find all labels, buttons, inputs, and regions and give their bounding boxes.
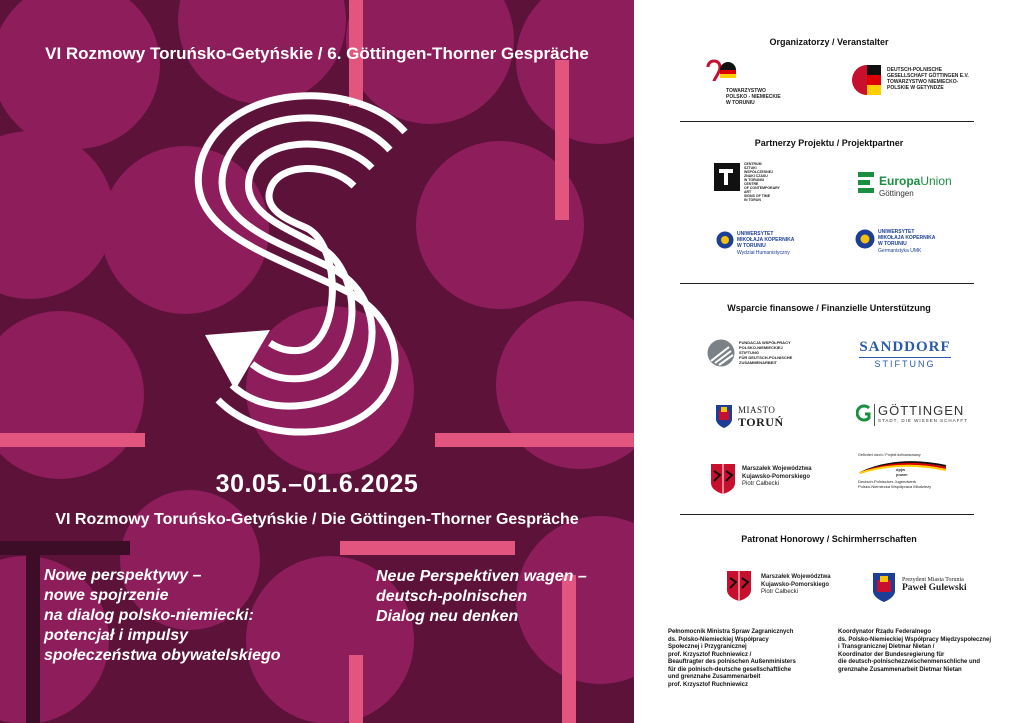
fwpn-logo-icon [707, 339, 735, 367]
europa-union-logo-text: EuropaUnion Göttingen [879, 174, 952, 198]
claim-polish-line: Nowe perspektywy – [44, 567, 202, 584]
europa-union-logo-icon [858, 172, 878, 196]
tpn-logo-icon [704, 57, 738, 87]
fwpn-logo-text: FUNDACJA WSPÓŁPRACY POLSKO-NIEMIECKIEJ STIFTUNG FÜR DEUTSCH-POLNISCHE ZUSAMMENARBEIT [739, 340, 793, 365]
event-title-bottom: VI Rozmowy Toruńsko-Getyńskie / Die Göttingen-Thorner Gespräche [55, 511, 579, 528]
sponsors-panel [634, 0, 1024, 723]
torun-coat-of-arms-icon [871, 571, 897, 603]
patronage-heading: Patronat Honorowy / Schirmherrschaften [741, 534, 917, 544]
divider [680, 121, 974, 122]
president-patron-logo-text: Prezydent Miasta Torunia Paweł Gulewski [902, 577, 967, 593]
cswsk-logo-icon [714, 163, 740, 191]
claim-german-line: deutsch-polnischen [376, 588, 528, 605]
torun-coat-of-arms-icon [714, 403, 734, 429]
kujawsko-pomorskie-coat-of-arms-icon [726, 570, 752, 602]
dpjw-logo-text: Deutsch-Polnisches Jugendwerk Polsko-Niemiecka Współpraca Młodzieży [858, 479, 932, 489]
umk-logo-icon [855, 229, 875, 249]
torun-logo-text: MIASTO TORUŃ [738, 405, 784, 429]
claim-polish [44, 566, 334, 666]
sanddorf-logo: SANDDORF STIFTUNG [859, 339, 951, 369]
partners-heading: Partnerzy Projektu / Projektpartner [754, 138, 904, 148]
claim-polish-line: potencjał i impulsy [44, 627, 189, 644]
event-dates: 30.05.–01.6.2025 [215, 470, 419, 498]
claim-german-line: Neue Perspektiven wagen – [376, 568, 587, 585]
funding-heading: Wsparcie finansowe / Finanzielle Unterstützung [727, 303, 931, 313]
footer-german-coordinator: Koordynator Rządu Federalnego ds. Polsko-Niemieckiej Współpracy Międzyspołecznej i Transgranicznej Dietmar Nietan / Koordinator der Bundesregierung für die deutsch-polnischezzwischenmenschliche und grenznahe Zusammenarbeit Dietmar Nietan [838, 629, 992, 673]
divider [680, 514, 974, 515]
umk-logo-icon [716, 231, 734, 249]
marshal-patron-logo-text: Marszałek Województwa Kujawsko-Pomorskiego Piotr Całbecki [761, 574, 831, 595]
umk-humanities-logo-text: UNIWERSYTET MIKOŁAJA KOPERNIKA W TORUNIU Wydział Humanistyczny [737, 231, 795, 256]
umk-german-logo-text: UNIWERSYTET MIKOŁAJA KOPERNIKA W TORUNIU Germanistyka UMK [878, 229, 936, 254]
event-title-top: VI Rozmowy Toruńsko-Getyńskie / 6. Göttingen-Thorner Gespräche [45, 44, 589, 63]
cswsk-logo-text: CENTRUM SZTUKI WSPÓŁCZESNEJ ZNAKI CZASU W TORUNIU CENTRE OF CONTEMPORARY ART SIGNS OF TIME IN TORUN [744, 162, 780, 202]
claim-polish-line: społeczeństwa obywatelskiego [44, 647, 281, 664]
marshal-funding-logo-text: Marszałek Województwa Kujawsko-Pomorskiego Piotr Całbecki [742, 466, 812, 487]
divider [680, 283, 974, 284]
claim-polish-line: nowe spojrzenie [44, 587, 169, 604]
claim-polish-line: na dialog polsko-niemiecki: [44, 607, 254, 624]
footer-polish-plenipotentiary: Pełnomocnik Ministra Spraw Zagranicznych ds. Polsko-Niemieckiej Współpracy Społecznej i Przygranicznej prof. Krzysztof Ruchniewicz / Beauftragter des polnischen Außenministers für die polnisch-deutsche gesellschaftliche und grenznahe Zusammenarbeit prof. Krzysztof Ruchniewicz [668, 629, 796, 688]
goettingen-logo-icon [856, 404, 872, 422]
dpjw-logo-top: Gefördert durch / Projekt dofinansowany [858, 453, 921, 457]
organizers-heading: Organizatorzy / Veranstalter [769, 37, 889, 47]
claim-german-line: Dialog neu denken [376, 608, 519, 625]
goettingen-logo-text: GÖTTINGEN STADT, DIE WISSEN SCHAFFT [878, 403, 968, 423]
dpg-logo-icon [851, 63, 883, 97]
goettingen-divider [874, 404, 875, 426]
claim-german [376, 567, 616, 627]
kujawsko-pomorskie-coat-of-arms-icon [710, 463, 736, 495]
tpn-logo-text: TOWARZYSTWO POLSKO - NIEMIECKIE W TORUNIU [726, 88, 781, 106]
dpjw-mark: dpjw pnwm [896, 467, 908, 477]
dpg-logo-text: DEUTSCH-POLNISCHE GESELLSCHAFT GÖTTINGEN E.V. TOWARZYSTWO NIEMIECKO- POLSKIE W GETYNDZE [887, 67, 969, 91]
